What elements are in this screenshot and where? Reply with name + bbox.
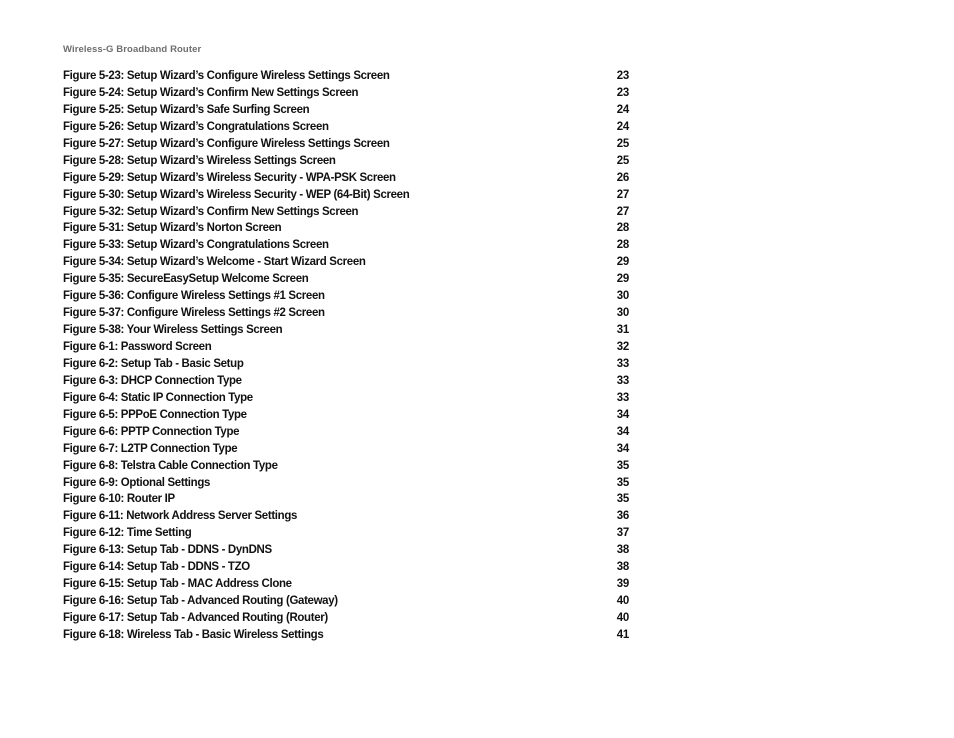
toc-entry-title[interactable]: Figure 5-37: Configure Wireless Settings #2 Screen [63, 305, 325, 320]
toc-entry[interactable] [63, 490, 629, 507]
toc-entry[interactable] [63, 219, 629, 236]
toc-entry-page-number: 35 [616, 457, 629, 472]
toc-entry-title[interactable]: Figure 5-25: Setup Wizard’s Safe Surfing Screen [63, 101, 310, 116]
toc-entry[interactable] [63, 457, 629, 474]
toc-entry[interactable] [63, 203, 629, 220]
toc-entry-title[interactable]: Figure 5-24: Setup Wizard’s Confirm New Settings Screen [63, 84, 359, 99]
toc-entry-title[interactable]: Figure 6-4: Static IP Connection Type [63, 389, 253, 404]
toc-entry-page-number: 40 [616, 593, 629, 608]
toc-entry[interactable] [63, 609, 629, 626]
toc-entry[interactable] [63, 236, 629, 253]
toc-entry-title[interactable]: Figure 5-33: Setup Wizard’s Congratulations Screen [63, 237, 329, 252]
toc-entry[interactable] [63, 186, 629, 203]
toc-entry-page-number: 26 [616, 169, 629, 184]
toc-entry-title[interactable]: Figure 5-38: Your Wireless Settings Screen [63, 322, 283, 337]
toc-entry[interactable] [63, 524, 629, 541]
toc-entry-title[interactable]: Figure 6-16: Setup Tab - Advanced Routing (Gateway) [63, 593, 338, 608]
toc-entry-page-number: 24 [616, 118, 629, 133]
toc-entry-page-number: 29 [616, 254, 629, 269]
toc-entry-title[interactable]: Figure 5-34: Setup Wizard’s Welcome - Start Wizard Screen [63, 254, 366, 269]
toc-entry-title[interactable]: Figure 6-7: L2TP Connection Type [63, 440, 238, 455]
toc-entry-page-number: 34 [616, 406, 629, 421]
toc-entry-page-number: 33 [616, 355, 629, 370]
toc-entry-title[interactable]: Figure 6-8: Telstra Cable Connection Type [63, 457, 278, 472]
toc-entry-title[interactable]: Figure 6-14: Setup Tab - DDNS - TZO [63, 559, 250, 574]
toc-entry[interactable] [63, 135, 629, 152]
toc-entry-page-number: 31 [616, 322, 629, 337]
toc-entry[interactable] [63, 287, 629, 304]
toc-entry[interactable] [63, 541, 629, 558]
toc-entry-title[interactable]: Figure 6-1: Password Screen [63, 339, 212, 353]
toc-entry-page-number: 28 [616, 237, 629, 252]
toc-entry-page-number: 30 [616, 288, 629, 303]
toc-entry[interactable] [63, 67, 629, 84]
toc-entry[interactable] [63, 338, 629, 355]
toc-entry-title[interactable]: Figure 5-35: SecureEasySetup Welcome Screen [63, 271, 309, 286]
toc-entry-title[interactable]: Figure 5-31: Setup Wizard’s Norton Screen [63, 220, 282, 235]
toc-entry-title[interactable]: Figure 6-2: Setup Tab - Basic Setup [63, 355, 244, 370]
toc-entry-title[interactable]: Figure 6-18: Wireless Tab - Basic Wireless Settings [63, 626, 324, 641]
toc-entry[interactable] [63, 389, 629, 406]
toc-entry-page-number: 35 [616, 491, 629, 506]
toc-entry[interactable] [63, 592, 629, 609]
toc-entry-page-number: 37 [616, 525, 629, 540]
toc-entry-page-number: 38 [616, 559, 629, 574]
toc-entry-title[interactable]: Figure 6-13: Setup Tab - DDNS - DynDNS [63, 542, 272, 557]
toc-entry-title[interactable]: Figure 5-28: Setup Wizard’s Wireless Settings Screen [63, 152, 336, 167]
list-of-figures [63, 67, 629, 643]
toc-entry[interactable] [63, 84, 629, 101]
toc-entry[interactable] [63, 575, 629, 592]
toc-entry-page-number: 23 [616, 68, 629, 82]
toc-entry[interactable] [63, 118, 629, 135]
toc-entry-title[interactable]: Figure 5-23: Setup Wizard’s Configure Wireless Settings Screen [63, 68, 390, 82]
toc-entry-title[interactable]: Figure 5-32: Setup Wizard’s Confirm New Settings Screen [63, 203, 359, 218]
toc-entry-title[interactable]: Figure 5-29: Setup Wizard’s Wireless Security - WPA-PSK Screen [63, 169, 396, 184]
toc-entry-page-number: 25 [616, 152, 629, 167]
toc-entry[interactable] [63, 558, 629, 575]
running-header: Wireless-G Broadband Router [63, 44, 202, 55]
toc-entry[interactable] [63, 253, 629, 270]
toc-entry-page-number: 39 [616, 576, 629, 591]
toc-entry-page-number: 34 [616, 423, 629, 438]
toc-entry-page-number: 23 [616, 84, 629, 99]
toc-entry-title[interactable]: Figure 5-27: Setup Wizard’s Configure Wireless Settings Screen [63, 135, 390, 150]
toc-entry-page-number: 29 [616, 271, 629, 286]
toc-entry[interactable] [63, 152, 629, 169]
toc-entry-title[interactable]: Figure 5-26: Setup Wizard’s Congratulations Screen [63, 118, 329, 133]
toc-entry-page-number: 35 [616, 474, 629, 489]
toc-entry-page-number: 36 [616, 508, 629, 523]
toc-entry-title[interactable]: Figure 6-17: Setup Tab - Advanced Routing (Router) [63, 610, 328, 624]
toc-entry-page-number: 33 [616, 389, 629, 404]
toc-entry-title[interactable]: Figure 6-9: Optional Settings [63, 474, 211, 489]
toc-entry[interactable] [63, 270, 629, 287]
toc-entry-page-number: 41 [616, 626, 629, 641]
toc-entry[interactable] [63, 169, 629, 186]
toc-entry-page-number: 25 [616, 135, 629, 150]
toc-entry-title[interactable]: Figure 5-36: Configure Wireless Settings #1 Screen [63, 288, 325, 303]
toc-entry[interactable] [63, 626, 629, 643]
toc-entry[interactable] [63, 304, 629, 321]
toc-entry-page-number: 24 [616, 101, 629, 116]
toc-entry[interactable] [63, 101, 629, 118]
toc-entry-page-number: 28 [616, 220, 629, 235]
toc-entry-page-number: 33 [616, 372, 629, 387]
toc-entry-page-number: 38 [616, 542, 629, 557]
toc-entry[interactable] [63, 406, 629, 423]
toc-entry[interactable] [63, 423, 629, 440]
toc-entry-page-number: 34 [616, 440, 629, 455]
toc-entry-title[interactable]: Figure 6-15: Setup Tab - MAC Address Clone [63, 576, 292, 591]
toc-entry[interactable] [63, 321, 629, 338]
toc-entry[interactable] [63, 440, 629, 457]
toc-entry-title[interactable]: Figure 6-6: PPTP Connection Type [63, 423, 240, 438]
toc-entry-page-number: 27 [616, 203, 629, 218]
toc-entry-title[interactable]: Figure 6-11: Network Address Server Settings [63, 508, 298, 523]
toc-entry-page-number: 40 [616, 610, 629, 624]
toc-entry[interactable] [63, 355, 629, 372]
toc-entry-title[interactable]: Figure 5-30: Setup Wizard’s Wireless Security - WEP (64-Bit) Screen [63, 186, 410, 201]
toc-entry-title[interactable]: Figure 6-10: Router IP [63, 491, 175, 506]
toc-entry-title[interactable]: Figure 6-5: PPPoE Connection Type [63, 406, 247, 421]
toc-entry[interactable] [63, 372, 629, 389]
toc-entry-title[interactable]: Figure 6-12: Time Setting [63, 525, 192, 540]
toc-entry[interactable] [63, 507, 629, 524]
toc-entry-page-number: 32 [616, 339, 629, 353]
toc-entry-page-number: 27 [616, 186, 629, 201]
toc-entry-title[interactable]: Figure 6-3: DHCP Connection Type [63, 372, 242, 387]
toc-entry-page-number: 30 [616, 305, 629, 320]
toc-entry[interactable] [63, 474, 629, 491]
